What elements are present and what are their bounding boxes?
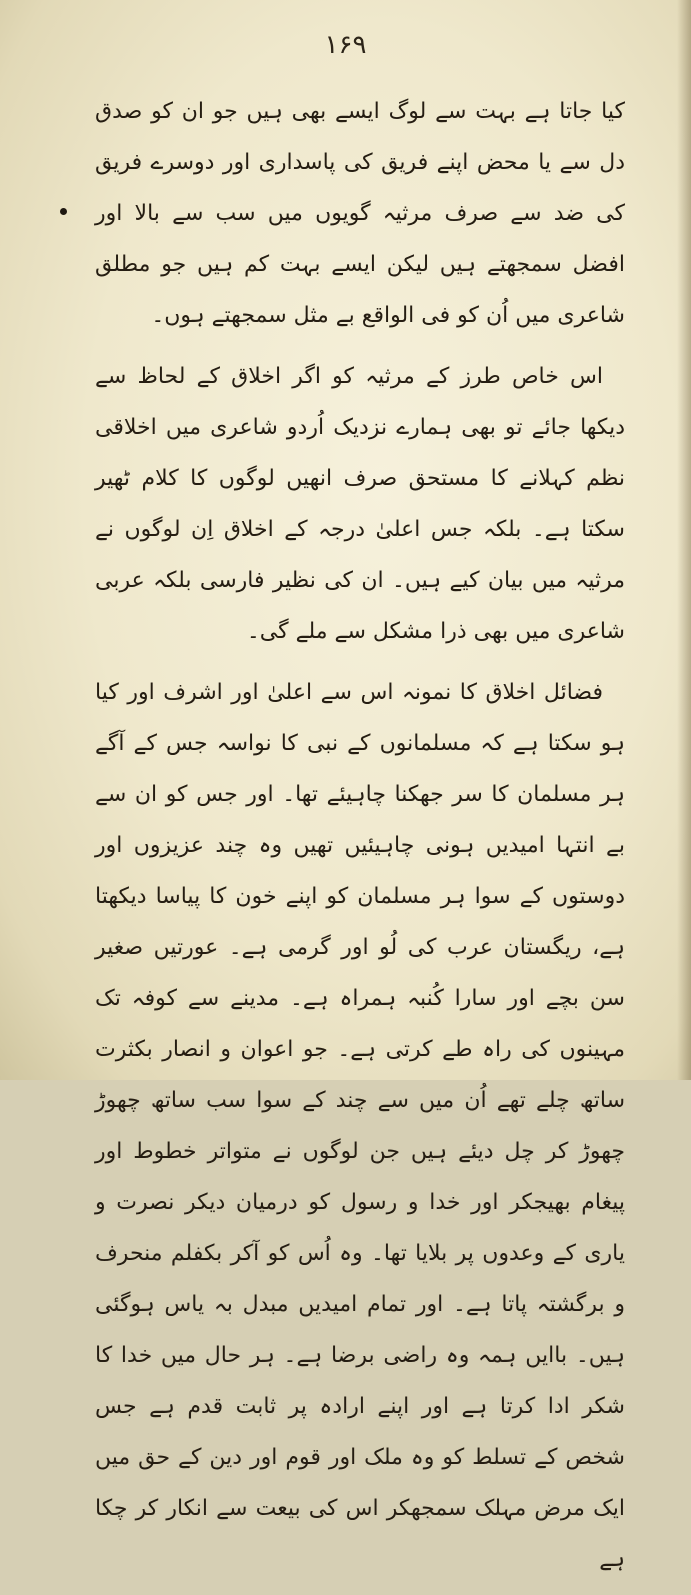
body-text bbox=[95, 86, 625, 1595]
page-number: ۱۶۹ bbox=[324, 30, 367, 60]
paragraph-1: کیا جاتا ہے بہت سے لوگ ایسے بھی ہیں جو ان کو صدق دل سے یا محض اپنے فریق کی پاسداری اور دوسرے فریق کی ضد سے صرف مرثیہ گویوں میں سب سے بالا اور افضل سمجھتے ہیں لیکن ایسے بہت کم ہیں جو مطلق شاعری میں اُن کو فی الواقع بے مثل سمجھتے ہوں۔ bbox=[95, 99, 625, 328]
page-edge-shadow bbox=[677, 0, 691, 1080]
paragraph-3: فضائل اخلاق کا نمونہ اس سے اعلیٰ اور اشرف اور کیا ہو سکتا ہے کہ مسلمانوں کے نبی کا نواسہ جس کے آگے ہر مسلمان کا سر جھکنا چاہیئے تھا۔ اور جس کو ان سے بے انتہا امیدیں ہونی چاہیئیں تھیں وہ چند عزیزوں اور دوستوں کے سوا ہر مسلمان کو اپنے خون کا پیاسا دیکھتا ہے، ریگستان عرب کی لُو اور گرمی ہے۔ عورتیں صغیر سن بچے اور سارا کُنبہ ہمراہ ہے۔ مدینے سے کوفہ تک مہینوں کی راہ طے کرتی ہے۔ جو اعوان و انصار بکثرت ساتھ چلے تھے اُن میں سے چند کے سوا سب ساتھ چھوڑ چھوڑ کر چل دیئے ہیں جن لوگوں نے متواتر خطوط اور پیغام بھیجکر اور خدا و رسول کو درمیان دیکر نصرت و یاری کے وعدوں پر بلایا تھا۔ وہ اُس کو آکر بکفلم منحرف و برگشتہ پاتا ہے۔ اور تمام امیدیں مبدل بہ یاس ہوگئی ہیں۔ باایں ہمہ وہ راضی برضا ہے۔ ہر حال میں خدا کا شکر ادا کرتا ہے اور اپنے ارادہ پر ثابت قدم ہے جس شخص کے تسلط کو وہ ملک اور قوم اور دین کے حق میں ایک مرض مہلک سمجھکر اس کی بیعت سے انکار کر چکا ہے bbox=[95, 680, 625, 1572]
ink-dot bbox=[60, 208, 67, 215]
paragraph-2: اس خاص طرز کے مرثیہ کو اگر اخلاق کے لحاظ سے دیکھا جائے تو بھی ہمارے نزدیک اُردو شاعری میں اخلاقی نظم کہلانے کا مستحق صرف انھیں لوگوں کا کلام ٹھیر سکتا ہے۔ بلکہ جس اعلیٰ درجہ کے اخلاق اِن لوگوں نے مرثیہ میں بیان کیے ہیں۔ ان کی نظیر فارسی بلکہ عربی شاعری میں بھی ذرا مشکل سے ملے گی۔ bbox=[95, 364, 625, 644]
